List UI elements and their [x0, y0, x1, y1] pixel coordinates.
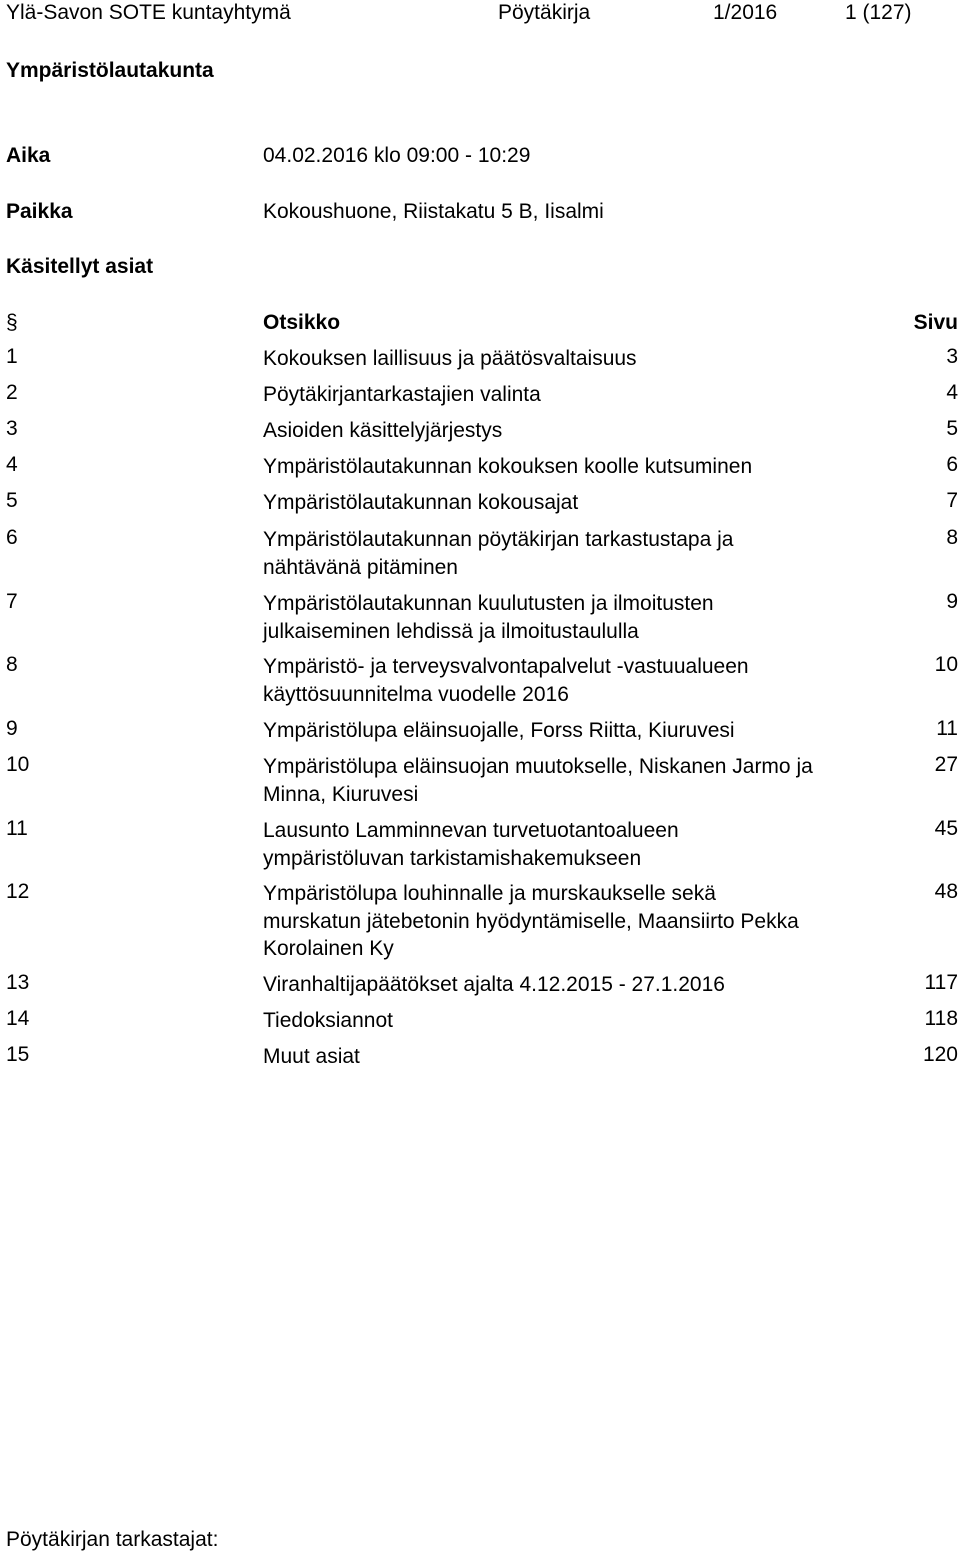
agenda-num: 3	[6, 417, 18, 440]
agenda-title: Ympäristölupa eläinsuojalle, Forss Riitta, Kiuruvesi	[263, 719, 735, 742]
agenda-page: 3	[946, 345, 958, 368]
agenda-page: 27	[934, 753, 958, 776]
place-label: Paikka	[6, 200, 73, 223]
agenda-num: 4	[6, 453, 18, 476]
agenda-page: 5	[946, 417, 958, 440]
col-page-header: Sivu	[913, 311, 958, 334]
agenda-num: 5	[6, 489, 18, 512]
agenda-num: 7	[6, 590, 18, 613]
agenda-num: 2	[6, 381, 18, 404]
topics-label: Käsitellyt asiat	[6, 255, 154, 278]
agenda-num: 8	[6, 653, 18, 676]
place-value: Kokoushuone, Riistakatu 5 B, Iisalmi	[263, 200, 604, 223]
agenda-page: 6	[946, 453, 958, 476]
col-title-header: Otsikko	[263, 311, 341, 334]
agenda-title: Asioiden käsittelyjärjestys	[263, 419, 503, 442]
agenda-title: Ympäristölautakunnan kokousajat	[263, 491, 579, 514]
agenda-title: Ympäristölautakunnan kuulutusten ja ilmoitusten julkaiseminen lehdissä ja ilmoitustaululla	[263, 592, 714, 643]
agenda-num: 14	[6, 1007, 30, 1030]
agenda-title: Ympäristö- ja terveysvalvontapalvelut -vastuualueen käyttösuunnitelma vuodelle 2016	[263, 655, 749, 706]
agenda-title: Ympäristölupa louhinnalle ja murskaukselle sekä murskatun jätebetonin hyödyntämiselle, Maansiirto Pekka Korolainen Ky	[263, 882, 799, 960]
agenda-title: Pöytäkirjantarkastajien valinta	[263, 383, 541, 406]
agenda-title: Ympäristölautakunnan kokouksen koolle kutsuminen	[263, 455, 753, 478]
agenda-title: Muut asiat	[263, 1045, 360, 1068]
agenda-num: 13	[6, 971, 30, 994]
agenda-page: 8	[946, 526, 958, 549]
doc-number: 1/2016	[713, 1, 778, 24]
reviewers-label: Pöytäkirjan tarkastajat:	[6, 1528, 219, 1551]
time-value: 04.02.2016 klo 09:00 - 10:29	[263, 144, 531, 167]
agenda-num: 12	[6, 880, 30, 903]
agenda-num: 10	[6, 753, 30, 776]
agenda-page: 117	[924, 971, 958, 994]
agenda-page: 9	[946, 590, 958, 613]
agenda-page: 120	[922, 1043, 958, 1066]
agenda-title: Ympäristölupa eläinsuojan muutokselle, Niskanen Jarmo ja Minna, Kiuruvesi	[263, 755, 813, 806]
agenda-page: 4	[946, 381, 958, 404]
agenda-title: Ympäristölautakunnan pöytäkirjan tarkastustapa ja nähtävänä pitäminen	[263, 528, 734, 579]
page-number: 1 (127)	[845, 1, 912, 24]
agenda-num: 9	[6, 717, 18, 740]
section-symbol: §	[6, 311, 18, 334]
board-name: Ympäristölautakunta	[6, 59, 214, 82]
agenda-title: Kokouksen laillisuus ja päätösvaltaisuus	[263, 347, 637, 370]
agenda-page: 48	[934, 880, 958, 903]
doc-type: Pöytäkirja	[498, 1, 591, 24]
agenda-page: 118	[924, 1007, 958, 1030]
agenda-num: 15	[6, 1043, 30, 1066]
agenda-title: Lausunto Lamminnevan turvetuotantoalueen ympäristöluvan tarkistamishakemukseen	[263, 819, 679, 870]
agenda-title: Viranhaltijapäätökset ajalta 4.12.2015 - 27.1.2016	[263, 973, 725, 996]
agenda-page: 7	[946, 489, 958, 512]
agenda-page: 10	[934, 653, 958, 676]
agenda-title: Tiedoksiannot	[263, 1009, 393, 1032]
time-label: Aika	[6, 144, 51, 167]
agenda-num: 6	[6, 526, 18, 549]
agenda-page: 11	[936, 717, 958, 740]
agenda-num: 1	[6, 345, 18, 368]
agenda-num: 11	[6, 817, 28, 840]
agenda-page: 45	[934, 817, 958, 840]
org-name: Ylä-Savon SOTE kuntayhtymä	[6, 1, 291, 24]
